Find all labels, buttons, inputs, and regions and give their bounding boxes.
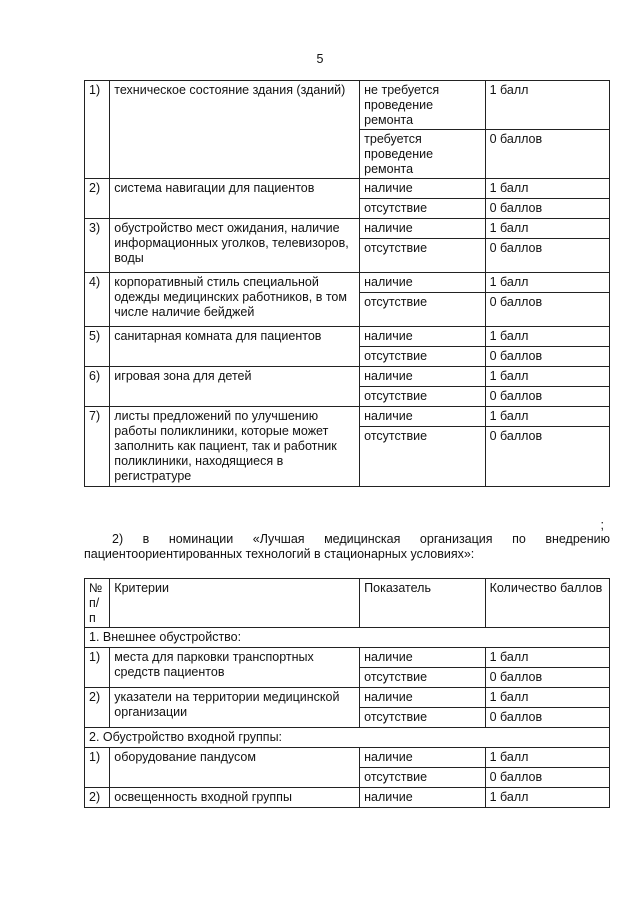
score-cell: 0 баллов [485, 293, 609, 327]
score-cell: 1 балл [485, 788, 609, 808]
indicator-cell: наличие [360, 748, 485, 768]
indicator-cell: не требуется проведение ремонта [360, 81, 485, 130]
section-title: 2. Обустройство входной группы: [85, 728, 610, 748]
row-number: 1) [85, 648, 110, 688]
score-cell: 0 баллов [485, 708, 609, 728]
nomination-text: 2) в номинации «Лучшая медицинская организация по внедрению пациентоориентированных технологий в стационарных условиях»: [84, 532, 610, 561]
indicator-cell: отсутствие [360, 293, 485, 327]
score-cell: 0 баллов [485, 427, 609, 487]
table-row [85, 81, 610, 130]
table-row [85, 748, 610, 768]
score-cell: 0 баллов [485, 239, 609, 273]
criteria-table-hospital [84, 578, 610, 808]
table-row [85, 407, 610, 427]
indicator-cell: отсутствие [360, 668, 485, 688]
criterion-cell: система навигации для пациентов [110, 179, 360, 219]
row-number: 2) [85, 179, 110, 219]
indicator-cell: отсутствие [360, 239, 485, 273]
score-cell: 0 баллов [485, 768, 609, 788]
score-cell: 1 балл [485, 407, 609, 427]
row-number: 3) [85, 219, 110, 273]
indicator-cell: наличие [360, 327, 485, 347]
table-header-row [85, 579, 610, 628]
row-number: 4) [85, 273, 110, 327]
indicator-cell: отсутствие [360, 347, 485, 367]
table-row [85, 688, 610, 708]
score-cell: 0 баллов [485, 347, 609, 367]
table-row [85, 648, 610, 668]
section-title: 1. Внешнее обустройство: [85, 628, 610, 648]
nomination-paragraph [84, 518, 610, 562]
score-cell: 1 балл [485, 179, 609, 199]
table-row [85, 367, 610, 387]
page-number: 5 [316, 52, 324, 66]
indicator-cell: отсутствие [360, 387, 485, 407]
score-cell: 1 балл [485, 367, 609, 387]
indicator-cell: наличие [360, 179, 485, 199]
criterion-cell: освещенность входной группы [110, 788, 360, 808]
indicator-cell: наличие [360, 648, 485, 668]
header-indicator: Показатель [360, 579, 485, 628]
criterion-cell: санитарная комната для пациентов [110, 327, 360, 367]
score-cell: 1 балл [485, 219, 609, 239]
header-score: Количество баллов [485, 579, 609, 628]
header-criterion: Критерии [110, 579, 360, 628]
table-row [85, 788, 610, 808]
indicator-cell: наличие [360, 273, 485, 293]
criteria-table-polyclinic [84, 80, 610, 487]
criterion-cell: листы предложений по улучшению работы поликлиники, которые может заполнить как пациент, так и работник поликлиники, находящиеся в регистратуре [110, 407, 360, 487]
row-number: 7) [85, 407, 110, 487]
row-number: 2) [85, 788, 110, 808]
criterion-cell: игровая зона для детей [110, 367, 360, 407]
criterion-cell: обустройство мест ожидания, наличие информационных уголков, телевизоров, воды [110, 219, 360, 273]
header-num: № п/п [85, 579, 110, 628]
row-number: 1) [85, 748, 110, 788]
indicator-cell: наличие [360, 788, 485, 808]
score-cell: 1 балл [485, 688, 609, 708]
score-cell: 1 балл [485, 648, 609, 668]
table-row [85, 273, 610, 293]
criterion-cell: оборудование пандусом [110, 748, 360, 788]
score-cell: 1 балл [485, 81, 609, 130]
table-row [85, 219, 610, 239]
indicator-cell: отсутствие [360, 427, 485, 487]
indicator-cell: требуется проведение ремонта [360, 130, 485, 179]
section-row [85, 728, 610, 748]
score-cell: 1 балл [485, 273, 609, 293]
table-row [85, 179, 610, 199]
score-cell: 1 балл [485, 327, 609, 347]
row-number: 5) [85, 327, 110, 367]
score-cell: 0 баллов [485, 199, 609, 219]
score-cell: 0 баллов [485, 387, 609, 407]
row-number: 2) [85, 688, 110, 728]
semicolon: ; [600, 518, 604, 532]
indicator-cell: наличие [360, 219, 485, 239]
row-number: 1) [85, 81, 110, 179]
section-row [85, 628, 610, 648]
criterion-cell: места для парковки транспортных средств пациентов [110, 648, 360, 688]
indicator-cell: отсутствие [360, 199, 485, 219]
score-cell: 0 баллов [485, 668, 609, 688]
indicator-cell: наличие [360, 688, 485, 708]
indicator-cell: наличие [360, 407, 485, 427]
indicator-cell: наличие [360, 367, 485, 387]
score-cell: 0 баллов [485, 130, 609, 179]
criterion-cell: корпоративный стиль специальной одежды медицинских работников, в том числе наличие бейджей [110, 273, 360, 327]
criterion-cell: техническое состояние здания (зданий) [110, 81, 360, 179]
row-number: 6) [85, 367, 110, 407]
criterion-cell: указатели на территории медицинской организации [110, 688, 360, 728]
score-cell: 1 балл [485, 748, 609, 768]
indicator-cell: отсутствие [360, 768, 485, 788]
table-row [85, 327, 610, 347]
indicator-cell: отсутствие [360, 708, 485, 728]
